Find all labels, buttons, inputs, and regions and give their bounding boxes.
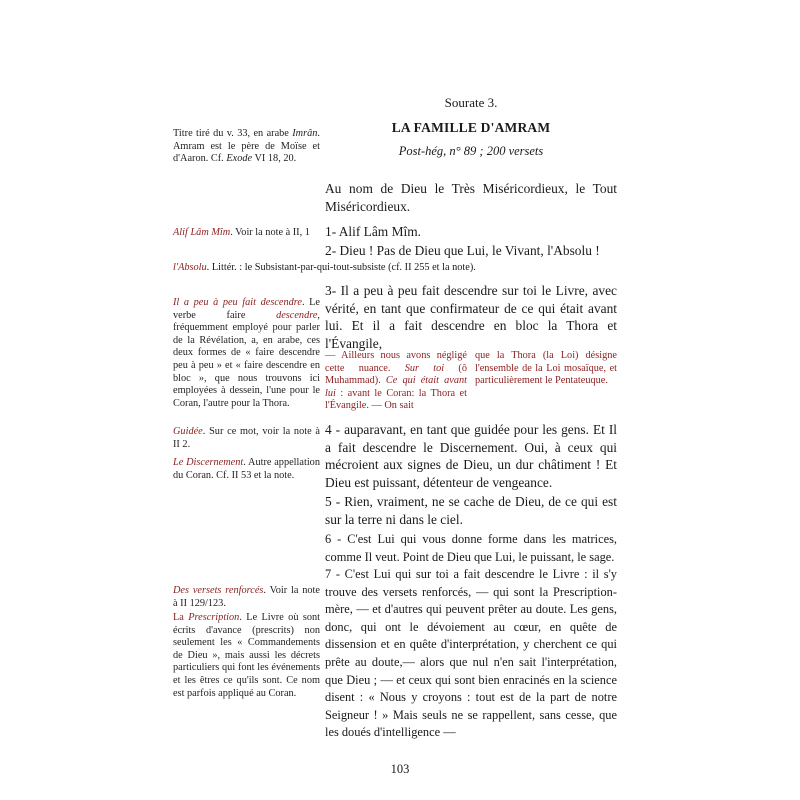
footnote-right: que la Thora (la Loi) désigne l'ensemble de la Loi mosaïque, et particulièrement le Pentateuque. (475, 350, 617, 387)
margin-note-guidee (173, 426, 320, 451)
note-term: l'Absolu (173, 262, 207, 273)
verse-1: 1- Alif Lâm Mîm. (325, 224, 421, 239)
note-term: Des versets renforcés (173, 585, 264, 596)
page-number: 103 (390, 762, 410, 776)
note-text: . Le verbe faire (173, 297, 320, 321)
margin-note-versets (173, 585, 320, 610)
verse-basmala: Au nom de Dieu le Très Miséricordieux, le Tout Miséricordieux. (325, 181, 617, 214)
note-term: descendre (276, 309, 318, 321)
footnote-left (325, 350, 467, 413)
note-term: Imrân (292, 128, 318, 139)
note-text: Titre tiré du v. 33, en arabe (173, 128, 293, 139)
margin-note-alif (173, 227, 320, 240)
margin-note-discernement (173, 457, 320, 482)
margin-note-descendre (173, 297, 320, 410)
margin-note-absolu (173, 262, 623, 275)
note-term: Alif Lâm Mîm (173, 227, 231, 238)
note-text: La (173, 612, 189, 623)
note-text: . Autre appellation du Coran. Cf. II 53 et la note. (173, 457, 320, 481)
note-term: Il a peu à peu fait descendre (173, 297, 302, 308)
note-text: VI 18, 20. (252, 153, 297, 165)
note-term: Guidée (173, 426, 203, 437)
note-text: . Voir la note à II 129/123. (173, 585, 320, 609)
note-term: Le Discernement (173, 457, 244, 468)
footnote-text: (ô Muhammad). (325, 362, 468, 387)
note-text: . Amram est le père de Moïse et d'Aaron. Cf. (173, 128, 320, 165)
footnote-text: : avant le Coran: la Thora et l'Évangile. — On sait (325, 387, 467, 412)
footnote-term: Sur toi (404, 362, 445, 374)
verse-2: 2- Dieu ! Pas de Dieu que Lui, le Vivant, l'Absolu ! (325, 243, 600, 258)
sourate-subtitle: Post-hég, n° 89 ; 200 versets (398, 144, 544, 158)
sourate-number: Sourate 3. (444, 95, 498, 110)
sourate-title: LA FAMILLE D'AMRAM (391, 120, 551, 135)
verse-3: 3- Il a peu à peu fait descendre sur toi le Livre, avec vérité, en tant que confirmateur de ce qui était avant lui. Et il a fait descendre en bloc la Thora et l'Évangile, (325, 283, 617, 351)
margin-note-prescription (173, 612, 320, 700)
note-text: . Le Livre où sont écrits d'avance (prescrits) non seulement les « Commandements de Dieu », mais aussi les décrets particuliers qui font les événements et les êtres ce qu'ils sont. Ce nom est parfois appliqué au Coran. (173, 612, 320, 699)
note-ref: Exode (226, 153, 253, 165)
verse-4: 4 - auparavant, en tant que guidée pour les gens. Et Il a fait descendre le Discernement. Oui, à ceux qui mécroient aux signes de Dieu, un dur châtiment ! Et Dieu est puissant, détenteur de vengeance. (325, 422, 617, 490)
note-text: . Sur ce mot, voir la note à II 2. (173, 426, 320, 450)
margin-note-title (173, 128, 320, 166)
verse-5: 5 - Rien, vraiment, ne se cache de Dieu, de ce qui est sur la terre ni dans le ciel. (325, 494, 617, 527)
verse-7: 7 - C'est Lui qui sur toi a fait descendre le Livre : il s'y trouve des versets renforcés, — qui sont la Prescription-mère, — et d'autres qui peuvent prêter au doute. Les gens, donc, qui ont le dévoiement au cœur, en quête de dissension et en quête d'interprétation, y cherchent ce qui prête au doute,— alors que nul n'en sait l'interprétation, que Dieu ; — et ceux qui sont bien enracinés en la science disent : « Nous y croyons : tout est de la part de notre Seigneur ! » Mais seuls ne se rappellent, sans cesse, que les doués d'intelligence — (325, 567, 617, 740)
footnote-term: Ce qui était avant lui (325, 375, 468, 399)
note-term: Prescription (188, 612, 240, 623)
note-text: . Littér. : le Subsistant-par-qui-tout-subsiste (cf. II 255 et la note). (206, 262, 476, 273)
note-text: , fréquemment employé pour parler de la Révélation, a, en arabe, ces deux formes de « faire descendre peu à peu » et « faire descendre en bloc », que nous trouvons ici employées à dessein, l'une pour le Coran, l'autre pour la Thora. (173, 309, 320, 409)
note-text: . Voir la note à II, 1 (230, 227, 310, 238)
verse-6: 6 - C'est Lui qui vous donne forme dans les matrices, comme Il veut. Point de Dieu que Lui, le puissant, le sage. (325, 532, 617, 564)
footnote-text: — Ailleurs nous avons négligé cette nuance. (325, 350, 467, 374)
